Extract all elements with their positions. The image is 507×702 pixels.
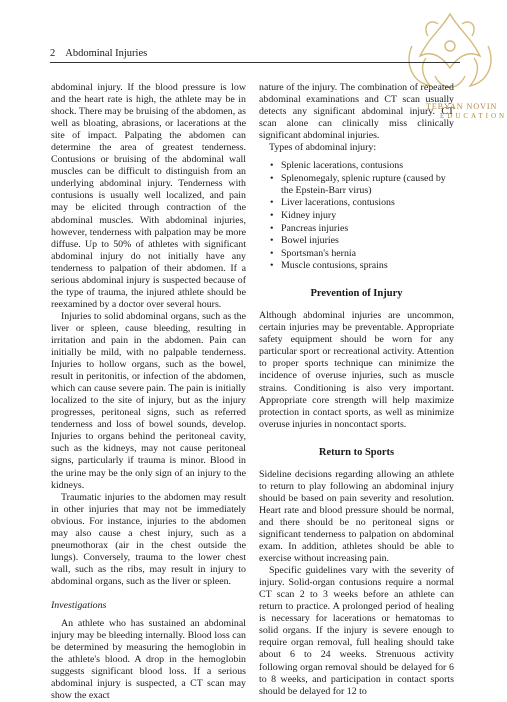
paragraph: Sideline decisions regarding allowing an athlete to return to play following an abdominal injury should be based on pain severity and resolution. Heart rate and blood pressure should be normal, and there should be no peritoneal signs or significant tenderness to palpation on abdominal exam. In addition, athletes should be able to exercise without increasing pain. — [259, 468, 454, 565]
paragraph: Although abdominal injuries are uncommon, certain injuries may be preventable. Appropriate safety equipment should be worn for any particular sport or recreational activity. Attention to proper sports technique can minimize the incidence of overuse injuries, such as muscle strains. Conditioning is also very important. Appropriate core strength will help maximize protection in contact sports, as well as minimize overuse injuries in noncontact sports. — [259, 310, 454, 430]
list-item: • Bowel injuries — [281, 235, 454, 247]
paragraph: An athlete who has sustained an abdominal injury may be bleeding internally. Blood loss can be determined by measuring the hemoglobin in the athlete's blood. A drop in the hemoglobin suggests significant blood loss. If a serious abdominal injury is suspected, a CT scan may show the exact — [51, 618, 246, 702]
list-item: • Splenomegaly, splenic rupture (caused by the Epstein-Barr virus) — [281, 173, 454, 197]
right-column — [259, 82, 454, 698]
running-header — [50, 48, 460, 63]
investigations-heading: Investigations — [51, 599, 107, 611]
paragraph: nature of the injury. The combination of repeated abdominal examinations and CT scan usually detects any significant abdominal injury. CT scan alone can clinically miss clinically significant abdominal injuries. — [259, 82, 454, 142]
page-number: 2 — [50, 48, 56, 59]
list-item: • Liver lacerations, contusions — [281, 197, 454, 209]
paragraph: abdominal injury. If the blood pressure is low and the heart rate is high, the athlete may be in shock. There may be bruising of the abdomen, as well as bloating, abrasions, or lacerations at the site of impact. Palpating the abdomen can determine the area of greatest tenderness. Contusions or bruising of the abdominal wall muscles can be difficult to distinguish from an underlying abdominal injury. Tenderness with contusions is usually well localized, and pain may be elicited through contraction of the abdominal muscles. With abdominal injuries, however, tenderness with palpation may be more diffuse. Up to 50% of athletes with significant abdominal injury do not initially have any tenderness to palpation of their abdomen. If a serious abdominal injury is suspected because of the type of trauma, the injured athlete should be reexamined by a doctor over several hours. — [51, 82, 246, 310]
prevention-heading: Prevention of Injury — [310, 288, 403, 300]
paragraph: Injuries to solid abdominal organs, such as the liver or spleen, cause bleeding, resulting in irritation and pain in the abdomen. Pain can initially be mild, with no palpable tenderness. Injuries to hollow organs, such as the bowel, result in peritonitis, or infection of the abdomen, which can cause severe pain. The pain is initially localized to the site of injury, but as the injury progresses, peritoneal signs, such as referred tenderness and loss of bowel sounds, develop. Injuries to organs behind the peritoneal cavity, such as the kidneys, may not cause peritoneal signs, particularly if trauma is minor. Blood in the urine may be the only sign of an injury to the kidneys. — [51, 310, 246, 491]
list-item: • Sportsman's hernia — [281, 248, 454, 260]
running-title: Abdominal Injuries — [65, 48, 148, 59]
injury-types-list — [259, 160, 454, 272]
watermark-name: TEBYAN NOVIN — [426, 102, 498, 111]
return-heading: Return to Sports — [318, 446, 395, 458]
types-intro: Types of abdominal injury: — [269, 142, 377, 154]
watermark-sub: EDUCATION — [440, 112, 507, 120]
paragraph: Traumatic injuries to the abdomen may result in other injuries that may not be immediately obvious. For instance, injuries to the abdomen may also cause a chest injury, such as a pneumothorax (air in the chest outside the lungs). Conversely, trauma to the lower chest wall, such as the ribs, may result in injury to abdominal organs, such as the liver or spleen. — [51, 491, 246, 587]
list-item: • Kidney injury — [281, 210, 454, 222]
list-item: • Pancreas injuries — [281, 223, 454, 235]
left-column — [51, 82, 246, 702]
paragraph: Specific guidelines vary with the severity of injury. Solid-organ contusions require a normal CT scan 2 to 3 weeks before an athlete can return to practice. A prolonged period of healing is necessary for lacerations or hematomas to solid organs. If the injury is severe enough to require organ removal, full healing should take about 6 to 24 weeks. Strenuous activity following organ removal should be delayed for 6 to 8 weeks, and participation in contact sports should be delayed for 12 to — [259, 565, 454, 697]
list-item: • Splenic lacerations, contusions — [281, 160, 454, 172]
list-item: • Muscle contusions, sprains — [281, 260, 454, 272]
